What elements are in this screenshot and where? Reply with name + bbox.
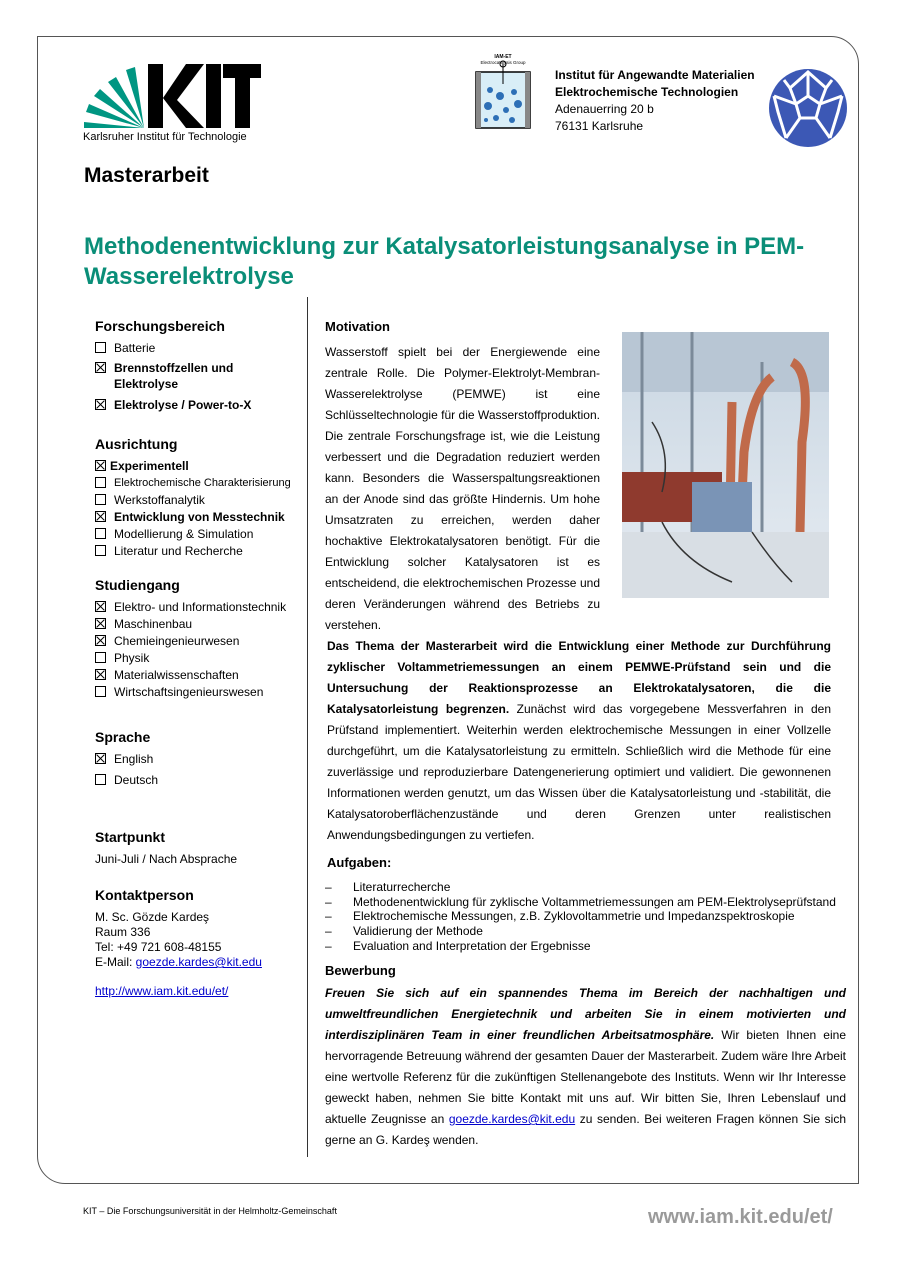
thema-paragraph (327, 636, 831, 846)
checkbox-entwicklung-messtechnik (95, 509, 305, 525)
checkbox-werkstoffanalytik (95, 492, 305, 508)
bewerbung-email-link[interactable]: goezde.kardes@kit.edu (448, 1112, 576, 1126)
footer-left: KIT – Die Forschungsuniversität in der Helmholtz-Gemeinschaft (83, 1206, 337, 1216)
thema-text: Zunächst wird das vorgegebene Messverfahren in den Prüfstand implementiert. Weiterhin werden elektrochemische Messungen in einer Vollzelle durchgeführt, um die Katalysatorleistung zu ermitteln. Schließlich wird die Methode für eine zuverlässige und reproduzierbare Datengenerierung optimiert und validiert. Die gewonnenen Informationen werden genutzt, um das Wissen über die Katalysatorleistung und -stabilität, die Katalysatoroberflächenzustände und deren Grenzen unter realistischen Anwendungsbedingungen zu vertiefen. (327, 702, 831, 842)
group-caption: IAM-ET (494, 54, 512, 60)
checkbox-checked-icon (95, 460, 106, 471)
task-text: Validierung der Methode (353, 924, 483, 939)
city: 76131 Karlsruhe (555, 119, 644, 133)
startpunkt-value: Juni-Juli / Nach Absprache (95, 852, 238, 866)
list-item (325, 880, 855, 895)
task-text: Literaturrecherche (353, 880, 451, 894)
checkbox-unchecked-icon (95, 545, 106, 556)
document-type: Masterarbeit (84, 164, 209, 187)
checkbox-checked-icon (95, 601, 106, 612)
ausrichtung-heading: Ausrichtung (95, 436, 178, 452)
list-item (325, 909, 855, 924)
list-item (325, 895, 855, 910)
checkbox-elektro-informationstechnik (95, 599, 305, 615)
checkbox-checked-icon (95, 618, 106, 629)
checkbox-unchecked-icon (95, 477, 106, 488)
department-name: Elektrochemische Technologien (555, 85, 739, 99)
checkbox-brennstoffzellen (95, 360, 305, 392)
startpunkt-heading: Startpunkt (95, 829, 165, 845)
kontakt-heading: Kontaktperson (95, 887, 194, 903)
street: Adenauerring 20 b (555, 102, 654, 116)
task-text: Elektrochemische Messungen, z.B. Zyklovoltammetrie und Impedanzspektroskopie (353, 909, 795, 924)
checkbox-label: Elektrochemische Charakterisierung (114, 477, 291, 489)
checkbox-maschinenbau (95, 616, 305, 632)
checkbox-label: Entwicklung von Messtechnik (114, 510, 285, 524)
checkbox-unchecked-icon (95, 494, 106, 505)
section-startpunkt (95, 829, 305, 867)
contact-phone: Tel: +49 721 608-48155 (95, 940, 222, 954)
email-label: E-Mail: (95, 955, 136, 969)
checkbox-label: Wirtschaftsingenieurswesen (114, 685, 264, 699)
checkbox-checked-icon (95, 635, 106, 646)
checkbox-chemieingenieurwesen (95, 633, 305, 649)
bewerbung-heading: Bewerbung (325, 963, 396, 978)
checkbox-checked-icon (95, 669, 106, 680)
checkbox-unchecked-icon (95, 342, 106, 353)
group-caption-sub: Electrocatalysis Group (480, 60, 526, 65)
sprache-heading: Sprache (95, 729, 151, 745)
iam-ball-logo (768, 68, 848, 148)
studiengang-heading: Studiengang (95, 577, 180, 593)
checkbox-wirtschaftsingenieurswesen (95, 684, 305, 700)
dash-bullet: – (325, 924, 332, 939)
task-text: Evaluation and Interpretation der Ergebnisse (353, 938, 591, 953)
checkbox-label: Experimentell (110, 459, 189, 473)
contact-email-line (95, 955, 305, 970)
checkbox-label: Modellierung & Simulation (114, 527, 254, 541)
checkbox-unchecked-icon (95, 528, 106, 539)
checkbox-modellierung-simulation (95, 526, 305, 542)
checkbox-label: Literatur und Recherche (114, 544, 243, 558)
list-item (325, 924, 855, 939)
section-kontakt (95, 887, 305, 999)
checkbox-checked-icon (95, 362, 106, 373)
checkbox-checked-icon (95, 753, 106, 764)
section-ausrichtung (95, 436, 305, 560)
footer-url[interactable]: www.iam.kit.edu/et/ (648, 1206, 833, 1228)
checkbox-literatur-recherche (95, 543, 305, 559)
checkbox-checked-icon (95, 399, 106, 410)
checkbox-label: Maschinenbau (114, 617, 193, 631)
aufgaben-list (325, 880, 855, 954)
dash-bullet: – (325, 938, 332, 953)
section-studiengang (95, 577, 305, 701)
electrocatalysis-group-logo (468, 54, 538, 132)
checkbox-label: Elektro- und Informationstechnik (114, 600, 287, 614)
bewerbung-paragraph (325, 983, 846, 1151)
checkbox-label: Elektrolyse / Power-to-X (114, 398, 252, 412)
bewerbung-text-1: Wir bieten Ihnen eine hervorragende Betreuung während der gesamten Dauer der Masterarbeit. Zudem wäre Ihre Arbeit eine wertvolle Referenz für die zukünftigen Stellenangebote des Instituts. Wenn wir Ihr Interesse geweckt haben, nehmen Sie bitte Kontakt mit uns auf. Wir bitten Sie, Ihren Lebenslauf und aktuelle Zeugnisse an (325, 1028, 846, 1126)
checkbox-deutsch (95, 772, 305, 788)
contact-room: Raum 336 (95, 925, 151, 939)
checkbox-elektrochemische-charakterisierung (95, 475, 305, 491)
institute-url-link[interactable]: http://www.iam.kit.edu/et/ (95, 984, 229, 998)
checkbox-unchecked-icon (95, 652, 106, 663)
contact-email-link[interactable]: goezde.kardes@kit.edu (135, 955, 262, 969)
checkbox-elektrolyse-power-to-x (95, 397, 305, 413)
test-bench-photo (622, 332, 829, 598)
forschungsbereich-heading: Forschungsbereich (95, 318, 225, 334)
motivation-heading: Motivation (325, 319, 390, 334)
checkbox-label: Physik (114, 651, 150, 665)
task-text: Methodenentwicklung für zyklische Voltammetriemessungen am PEM-Elektrolyseprüfstand (353, 894, 836, 909)
checkbox-label: Chemieingenieurwesen (114, 634, 240, 648)
institute-address (555, 67, 755, 135)
list-item (325, 939, 855, 954)
checkbox-label: English (114, 752, 154, 766)
checkbox-unchecked-icon (95, 686, 106, 697)
motivation-text: Wasserstoff spielt bei der Energiewende eine zentrale Rolle. Die Polymer-Elektrolyt-Membran-Wasserelektrolyse (PEMWE) ist eine Schlüsseltechnologie für die Wasserstoffproduktion. Die zentrale Forschungsfrage ist, wie die Leistung verbessert und die Degradation reduziert werden kann. Besonders die Wasserspaltungsreaktionen an der Anode sind das größte Hindernis. Um hohe Umsatzraten zu erreichen, werden daher hochaktive Elektrokatalysatoren benötigt. Für die Entwicklung solcher Katalysatoren ist es entscheidend, die elektrochemischen Prozesse und deren Veränderungen während des Betriebs zu verstehen. (325, 345, 600, 632)
kit-subtitle: Karlsruher Institut für Technologie (83, 131, 247, 143)
checkbox-experimentell (95, 458, 305, 474)
checkbox-physik (95, 650, 305, 666)
thema-bold-text: Das Thema der Masterarbeit wird die Entwicklung einer Methode zur Durchführung zyklischer Voltammetriemessungen an einem PEMWE-Prüfstand sein und die Untersuchung der Reaktionsprozesse an Elektrokatalysatoren, die die Katalysatorleistung begrenzen. (327, 639, 831, 716)
bewerbung-italic-text: Freuen Sie sich auf ein spannendes Thema im Bereich der nachhaltigen und umweltfreundlichen Energietechnik und arbeiten Sie in einem motivierten und interdisziplinären Team in einer freundlichen Arbeitsatmosphäre. (325, 986, 846, 1042)
checkbox-label: Materialwissenschaften (114, 668, 239, 682)
checkbox-english (95, 751, 305, 767)
institute-url-line (95, 984, 305, 999)
checkbox-batterie (95, 340, 305, 356)
aufgaben-heading: Aufgaben: (327, 855, 392, 870)
section-forschungsbereich (95, 318, 305, 414)
checkbox-unchecked-icon (95, 774, 106, 785)
thesis-title: Methodenentwicklung zur Katalysatorleistungsanalyse in PEM-Wasserelektrolyse (84, 233, 805, 290)
checkbox-checked-icon (95, 511, 106, 522)
checkbox-label: Brennstoffzellen und Elektrolyse (114, 361, 234, 391)
column-divider (307, 297, 308, 1157)
checkbox-label: Werkstoffanalytik (114, 493, 205, 507)
contact-name: M. Sc. Gözde Kardeş (95, 910, 210, 924)
dash-bullet: – (325, 909, 332, 924)
checkbox-label: Deutsch (114, 773, 159, 787)
dash-bullet: – (325, 880, 332, 894)
bewerbung-text-2: zu senden. Bei weiteren Fragen können Sie sich gerne an G. Kardeş wenden. (325, 1112, 847, 1147)
institute-name: Institut für Angewandte Materialien (555, 68, 755, 82)
section-sprache (95, 729, 305, 789)
checkbox-label: Batterie (114, 341, 156, 355)
checkbox-materialwissenschaften (95, 667, 305, 683)
dash-bullet: – (325, 894, 332, 909)
